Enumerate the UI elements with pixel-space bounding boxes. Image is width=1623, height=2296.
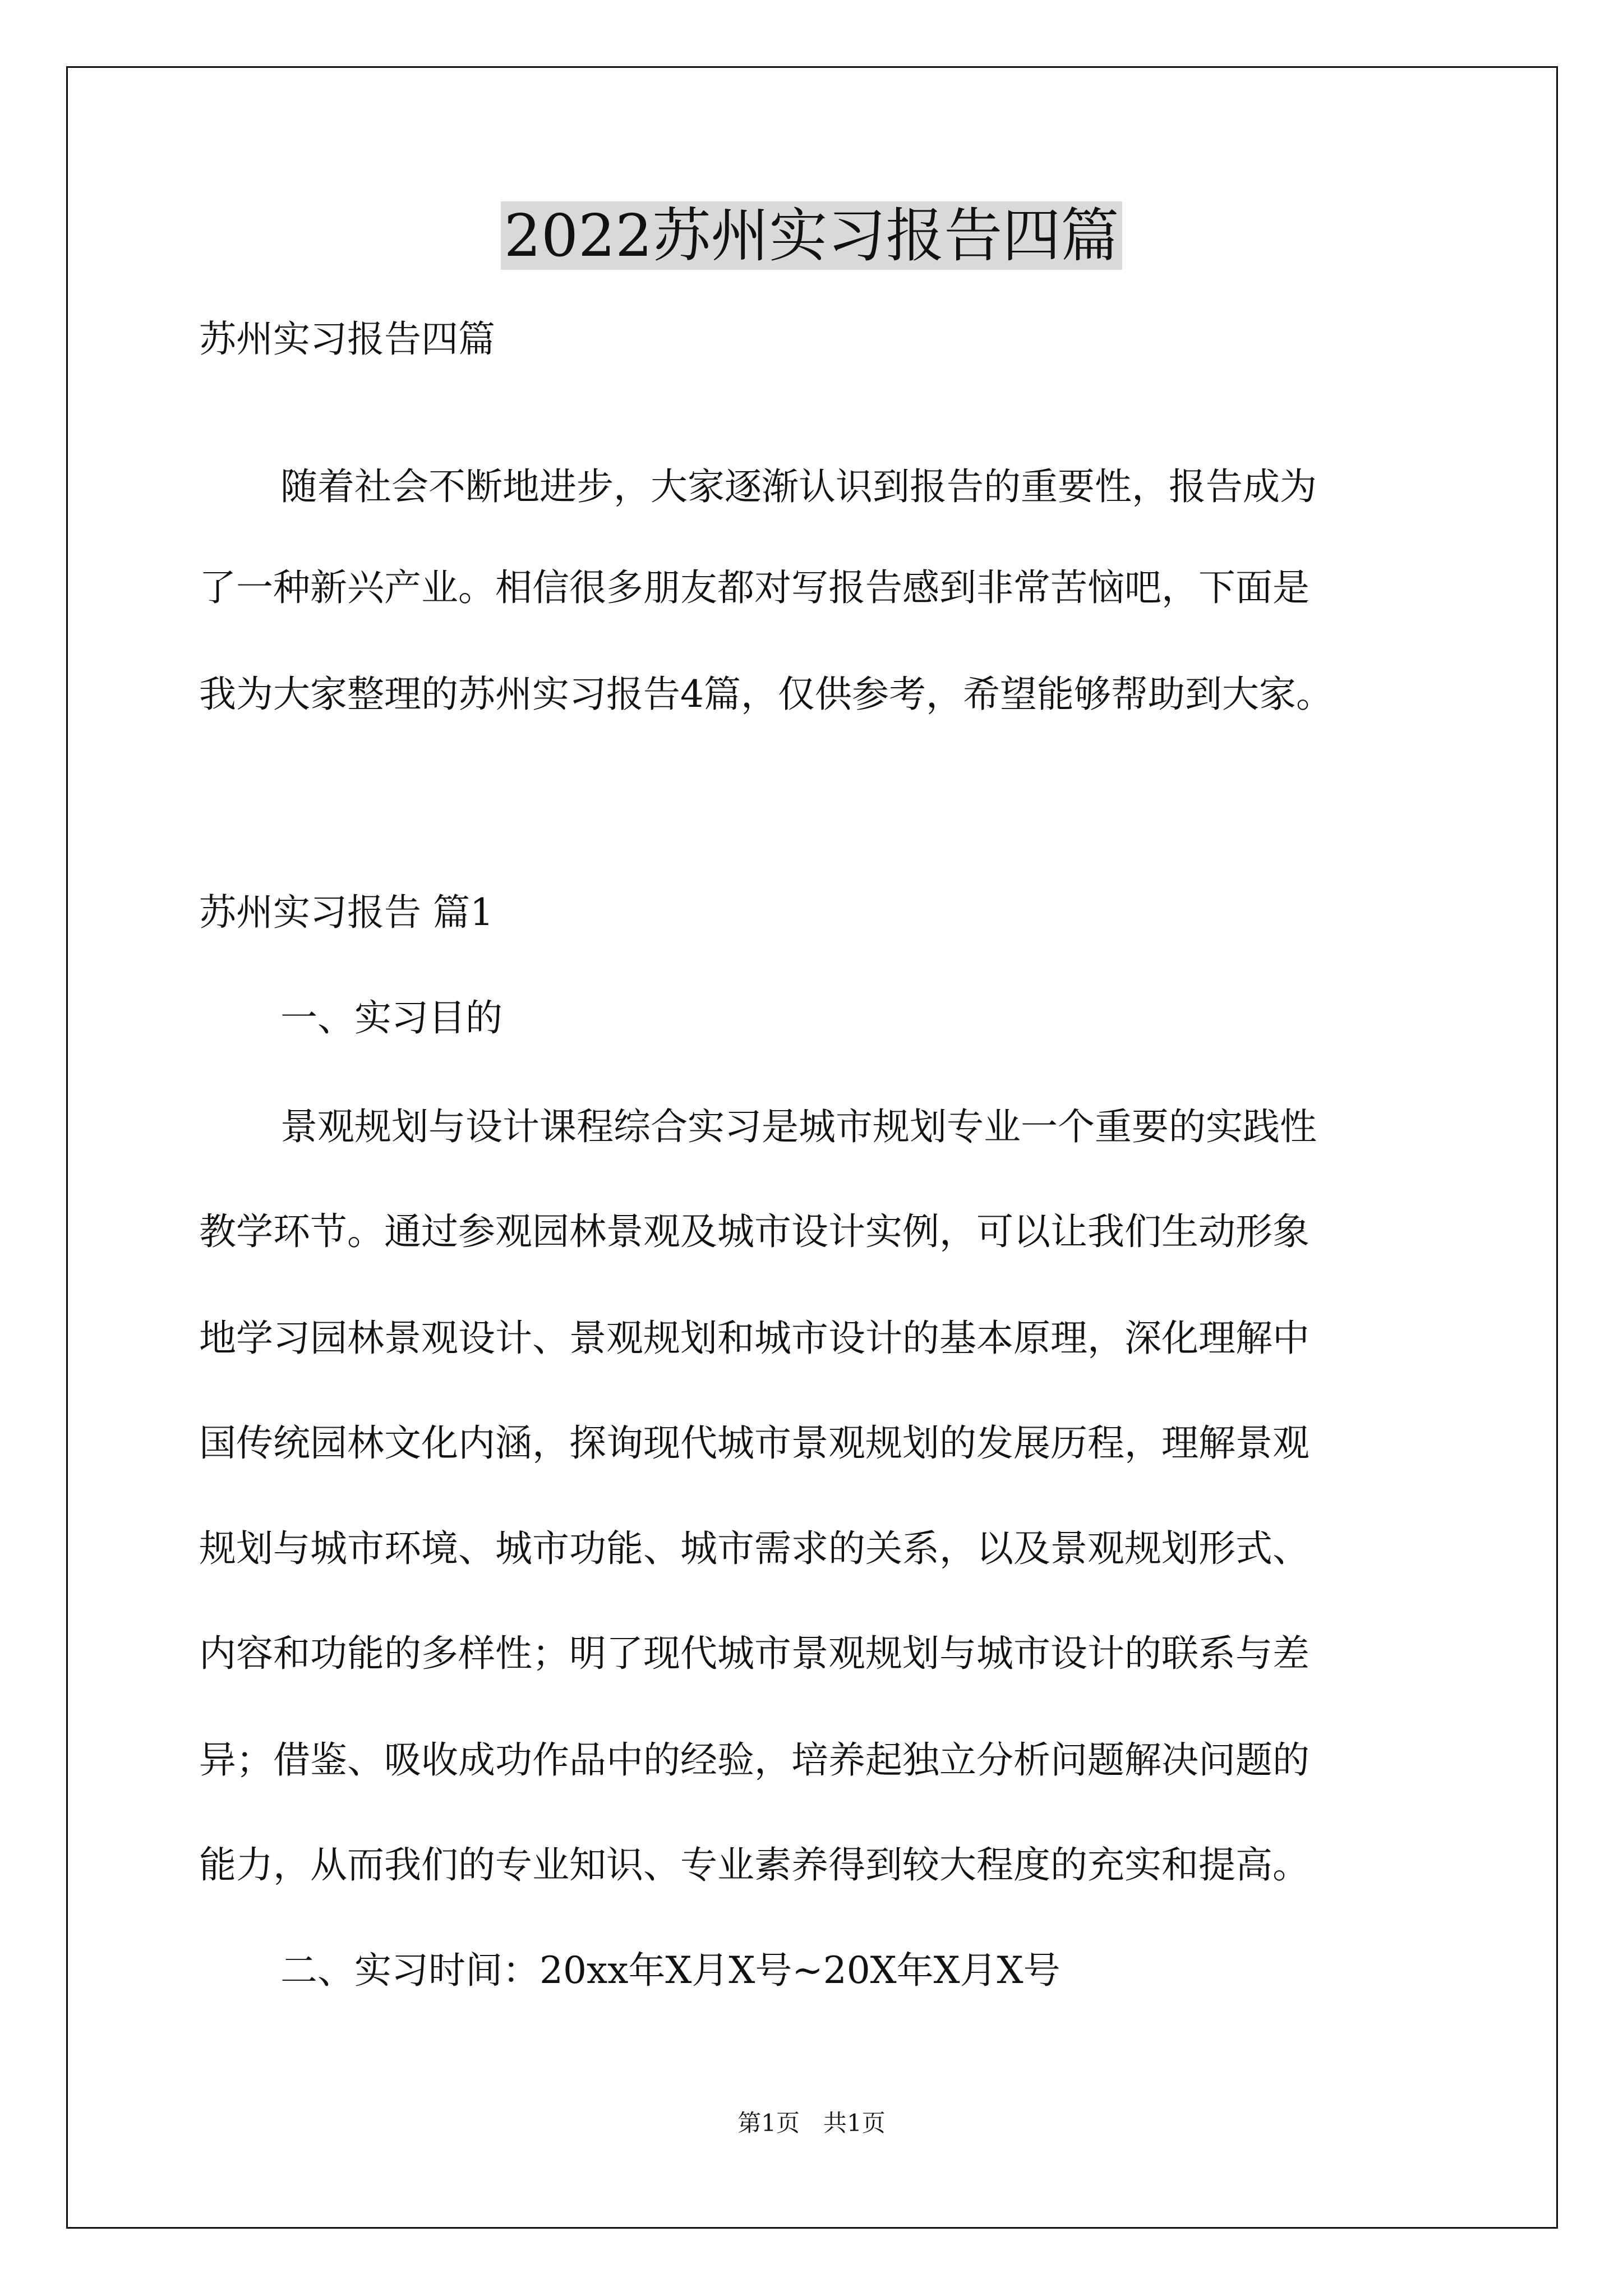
purpose-line: 教学环节。通过参观园林景观及城市设计实例，可以让我们生动形象 — [199, 1210, 1310, 1253]
purpose-line: 国传统园林文化内涵，探询现代城市景观规划的发展历程，理解景观 — [199, 1421, 1310, 1465]
intro-line: 了一种新兴产业。相信很多朋友都对写报告感到非常苦恼吧，下面是 — [199, 566, 1310, 609]
subtitle: 苏州实习报告四篇 — [199, 318, 495, 361]
intro-line: 我为大家整理的苏州实习报告4篇，仅供参考，希望能够帮助到大家。 — [199, 673, 1333, 716]
intro-line: 随着社会不断地进步，大家逐渐认识到报告的重要性，报告成为 — [280, 465, 1317, 508]
purpose-line: 能力，从而我们的专业知识、专业素养得到较大程度的充实和提高。 — [199, 1843, 1310, 1887]
purpose-line: 内容和功能的多样性；明了现代城市景观规划与城市设计的联系与差 — [199, 1632, 1310, 1675]
internship-time: 二、实习时间：20xx年X月X号~20X年X月X号 — [280, 1949, 1061, 1992]
section-heading: 苏州实习报告 篇1 — [199, 891, 494, 934]
document-title — [0, 196, 1623, 275]
purpose-line: 景观规划与设计课程综合实习是城市规划专业一个重要的实践性 — [280, 1105, 1317, 1148]
document-title-text: 2022苏州实习报告四篇 — [501, 201, 1123, 270]
purpose-line: 地学习园林景观设计、景观规划和城市设计的基本原理，深化理解中 — [199, 1317, 1310, 1360]
purpose-line: 规划与城市环境、城市功能、城市需求的关系，以及景观规划形式、 — [199, 1527, 1310, 1570]
purpose-line: 异；借鉴、吸收成功作品中的经验，培养起独立分析问题解决问题的 — [199, 1738, 1310, 1782]
page-footer: 第1页 共1页 — [737, 2109, 886, 2137]
purpose-heading: 一、实习目的 — [280, 996, 502, 1039]
